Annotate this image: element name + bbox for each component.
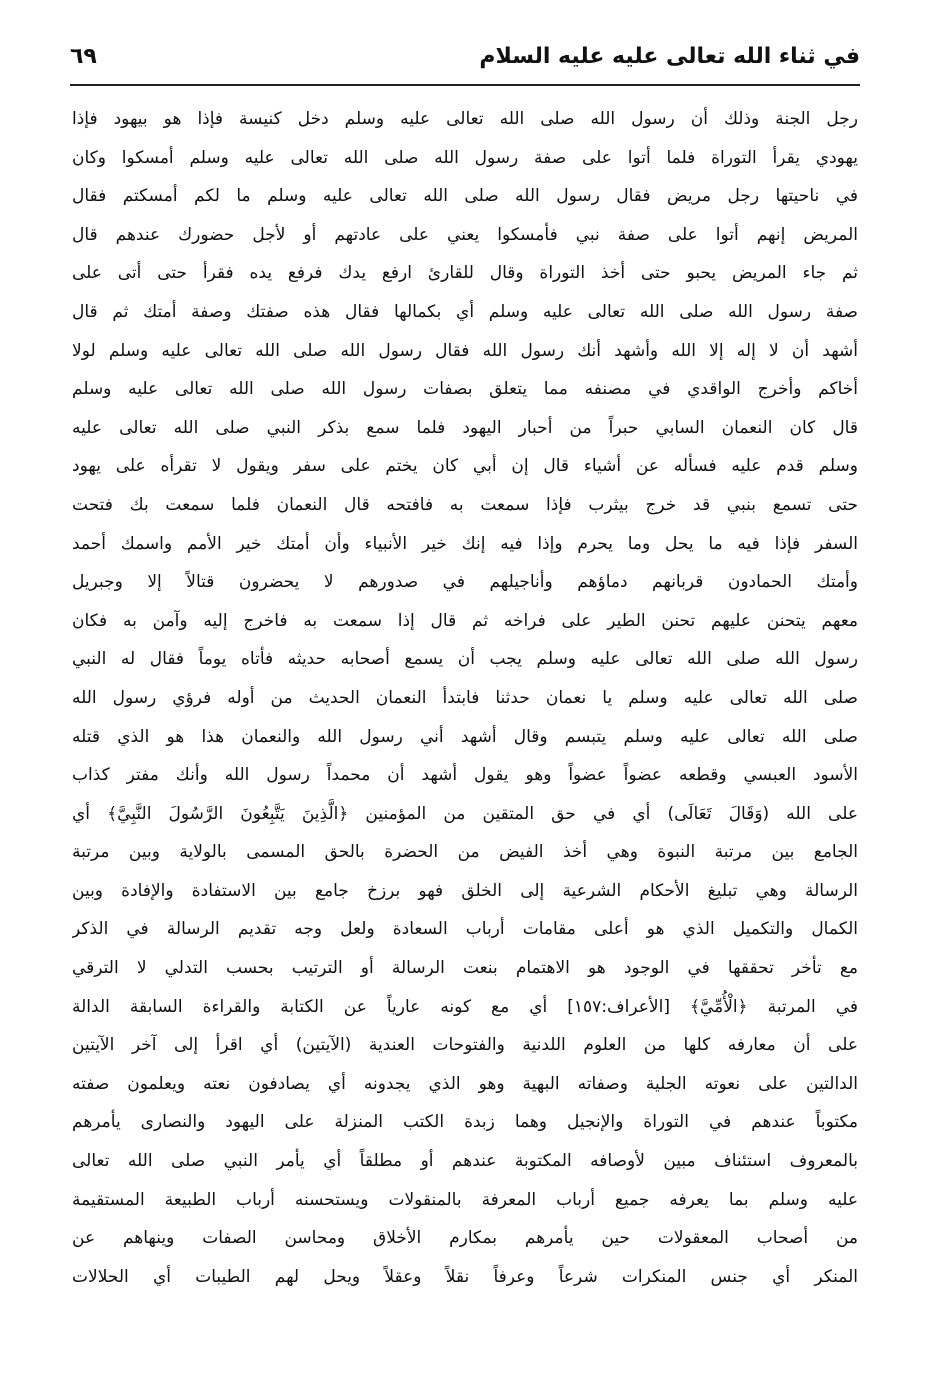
text-line: وسلم قدم عليه فسأله عن أشياء قال إن أبي كان يختم على سفر ويقول لا تقرأه على يهود: [72, 456, 858, 477]
text-line: على أن معارفه كلها من العلوم اللدنية والفتوحات العندية (الآيتين) أي اقرأ إلى آخر الآيتين: [72, 1035, 858, 1056]
text-line: في ناحيتها رجل مريض فقال رسول الله صلى الله تعالى عليه وسلم ما لكم أمسكتم فقال: [72, 186, 858, 207]
text-line: ثم جاء المريض يحبو حتى أخذ التوراة وقال للقارئ ارفع يدك فرفع يده فقرأ حتى أتى على: [72, 263, 858, 284]
text-line: وأمتك الحمادون قربانهم دماؤهم وأناجيلهم في صدورهم لا يحضرون قتالاً إلا وجبريل: [72, 572, 858, 593]
text-line: في المرتبة ﴿الْأُمِّيَّ﴾ [الأعراف:١٥٧] أي مع كونه عارياً عن الكتابة والقراءة السابقة الدالة: [72, 996, 858, 1017]
text-line: المريض إنهم أتوا على صفة نبي فأمسكوا يعني على عادتهم أو لأجل حضورك عندهم قال: [72, 224, 858, 245]
page-header: [70, 32, 860, 80]
body-text: [72, 100, 858, 1296]
text-line: أشهد أن لا إله إلا الله وأشهد أنك رسول الله فقال رسول الله صلى الله تعالى عليه وسلم لولا: [72, 340, 858, 361]
text-line: السفر فإذا فيه ما يحل وما يحرم وإذا فيه إنك خير الأنبياء وأن أمتك خير الأمم واسمك أحمد: [72, 533, 858, 554]
text-line: قال كان النعمان السابي حبراً من أحبار اليهود فلما سمع بذكر النبي صلى الله تعالى عليه: [72, 417, 858, 438]
text-line: معهم يتحنن عليهم تحنن الطير على فراخه ثم قال إذا سمعت به فاخرج إليه وآمن به فكان: [72, 610, 858, 631]
text-line: من أصحاب المعقولات حين يأمرهم بمكارم الأخلاق ومحاسن الصفات وينهاهم عن: [72, 1228, 858, 1249]
text-line: بالمعروف استئناف مبين لأوصافه المكتوبة عندهم أو مطلقاً أي يأمر النبي صلى الله تعالى: [72, 1151, 858, 1172]
text-line: عليه وسلم بما يعرفه جميع أرباب المعرفة بالمنقولات ويستحسنه أرباب الطبيعة المستقيمة: [72, 1189, 858, 1210]
text-line: مكتوباً عندهم في التوراة والإنجيل وهما زبدة الكتب المنزلة على اليهود والنصارى يأمرهم: [72, 1112, 858, 1133]
text-line: الجامع بين مرتبة النبوة وهي أخذ الفيض من الحضرة بالحق المسمى بالولاية وبين مرتبة: [72, 842, 858, 863]
text-line: الدالتين على نعوته الجلية وصفاته البهية وهو الذي يجدونه أي يصادفون نعته ويعلمون صفته: [72, 1073, 858, 1094]
text-line: على الله (وَقَالَ تَعَالَى) أي في حق المتقين من المؤمنين ﴿الَّذِينَ يَتَّبِعُونَ الرَّسُولَ النَّبِيَّ﴾ أي: [72, 803, 858, 824]
text-line: الرسالة وهي تبليغ الأحكام الشرعية إلى الخلق فهو برزخ جامع بين الاستفادة والإفادة وبين: [72, 880, 858, 901]
text-line: رسول الله صلى الله تعالى عليه وسلم يجب أن يسمع أصحابه حديثه فأتاه يوماً فقال له النبي: [72, 649, 858, 670]
text-line: صلى الله تعالى عليه وسلم يتبسم وقال أشهد أني رسول الله والنعمان هذا هو الذي قتله: [72, 726, 858, 747]
running-title: في ثناء الله تعالى عليه عليه السلام: [479, 43, 860, 69]
header-rule: [70, 84, 860, 86]
text-line: رجل الجنة وذلك أن رسول الله صلى الله تعالى عليه وسلم دخل كنيسة فإذا هو بيهود فإذا: [72, 109, 858, 129]
text-line: أخاكم وأخرج الواقدي في مصنفه مما يتعلق بصفات رسول الله صلى الله تعالى عليه وسلم: [72, 379, 858, 400]
text-line: صلى الله تعالى عليه وسلم يا نعمان حدثنا فابتدأ النعمان الحديث من أوله فرؤي رسول الله: [72, 687, 858, 708]
page-number: ٦٩: [70, 43, 97, 69]
text-line: المنكر أي جنس المنكرات شرعاً وعرفاً نقلاً وعقلاً ويحل لهم الطيبات أي الحلالات: [72, 1266, 858, 1287]
text-line: يهودي يقرأ التوراة فلما أتوا على صفة رسول الله صلى الله تعالى عليه وسلم أمسكوا وكان: [72, 147, 858, 168]
text-line: الأسود العبسي وقطعه عضواً عضواً وهو يقول أشهد أن محمداً رسول الله وأنك مفتر كذاب: [72, 765, 858, 786]
text-line: حتى تسمع بنبي قد خرج بيثرب فإذا سمعت به فافتحه قال النعمان فلما سمعت بك فتحت: [72, 494, 858, 515]
text-line: مع تأخر تحققها في الوجود هو الاهتمام بنعت الرسالة أو الترتيب بحسب التدلي لا الترقي: [72, 958, 858, 979]
text-line: الكمال والتكميل الذي هو أعلى مقامات أرباب السعادة ولعل وجه تقديم الرسالة في الذكر: [72, 919, 858, 940]
text-line: صفة رسول الله صلى الله تعالى عليه وسلم أي بكمالها فقال هذه صفتك وصفة أمتك ثم قال: [72, 301, 858, 322]
